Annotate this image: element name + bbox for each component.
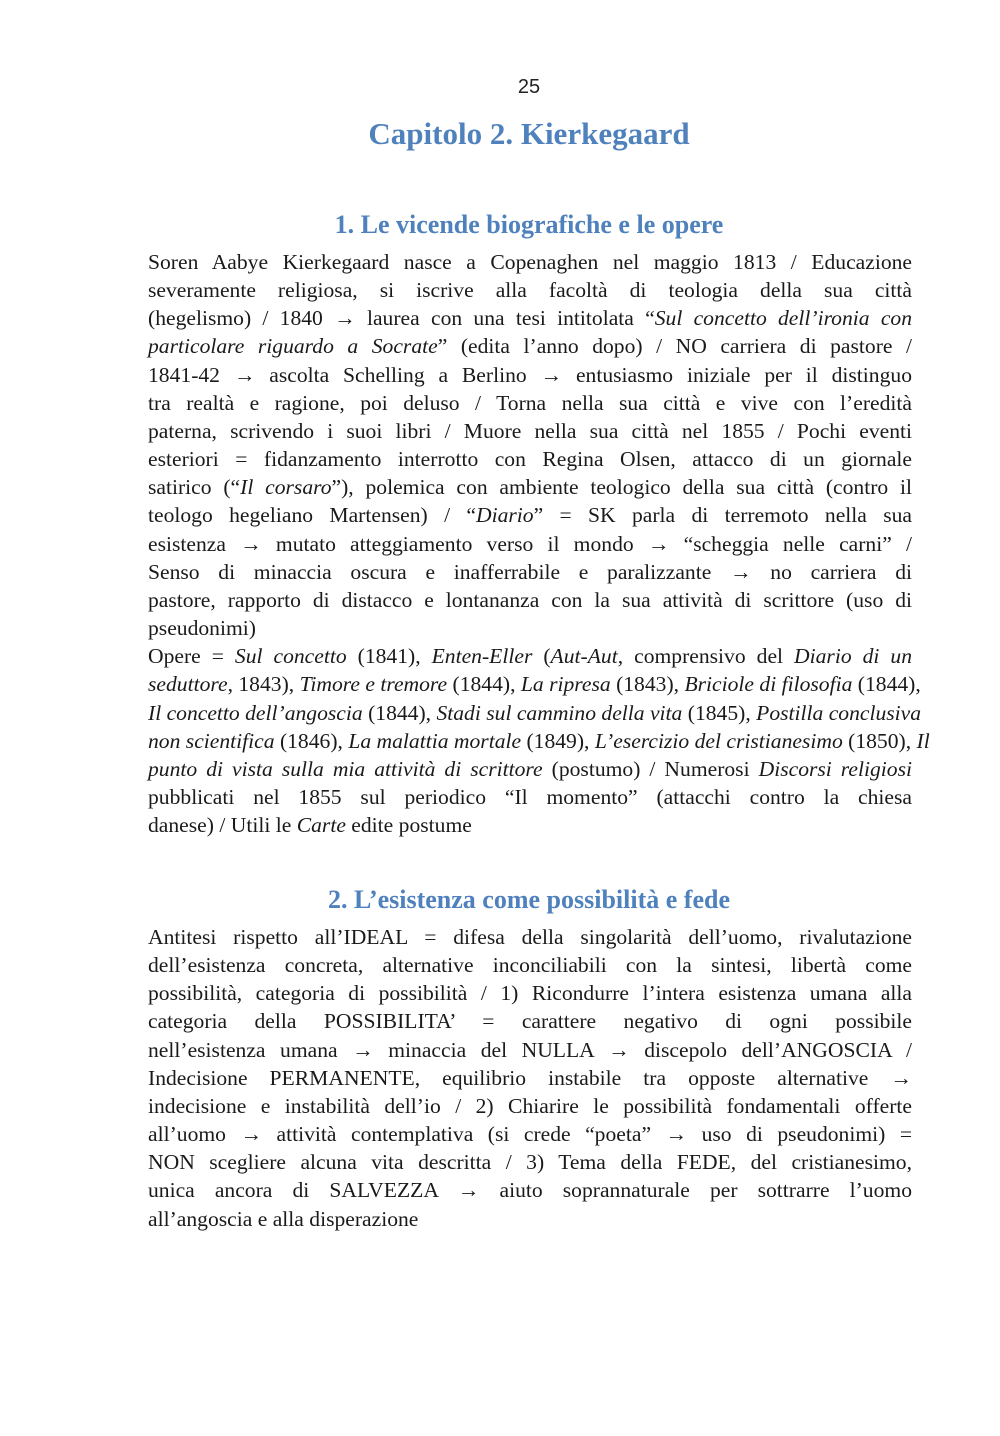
italic-text: Il concetto dell’angoscia [148, 700, 363, 725]
italic-text: particolare riguardo a Socrate [148, 334, 438, 359]
text-line [148, 332, 912, 360]
text-segment: danese) / Utili le [148, 813, 297, 838]
italic-text: Carte [296, 813, 346, 838]
text-segment: (1843), [610, 672, 685, 697]
text-segment: , comprensivo del [617, 644, 795, 669]
text-segment: (1844), [447, 672, 521, 697]
text-line [148, 923, 912, 951]
text-segment: tra realtà e ragione, poi deluso / Torna nella sua città e vive con l’eredità [148, 390, 912, 415]
text-segment: all’uomo → attività contemplativa (si crede “poeta” → uso di pseudonimi) = [148, 1122, 912, 1147]
text-line [148, 755, 912, 783]
italic-text: Diario [476, 503, 534, 528]
text-segment: pseudonimi) [148, 616, 256, 641]
text-segment: (1841), [346, 644, 432, 669]
text-segment: teologo hegeliano Martensen) / “ [148, 503, 476, 528]
italic-text: Diario di un [794, 644, 912, 669]
italic-text: La malattia mortale [348, 728, 522, 753]
text-line [148, 811, 912, 839]
italic-text: Il [916, 728, 930, 753]
text-line [148, 1205, 912, 1233]
text-line [148, 501, 912, 529]
text-segment: (1845), [682, 700, 757, 725]
text-segment: , 1843), [227, 672, 300, 697]
text-line [148, 670, 921, 698]
text-line [148, 473, 912, 501]
text-segment: unica ancora di SALVEZZA → aiuto soprannaturale per sottrarre l’uomo [148, 1178, 912, 1203]
italic-text: Il corsaro [240, 475, 332, 500]
text-line [148, 951, 912, 979]
text-segment: esteriori = fidanzamento interrotto con Regina Olsen, attacco di un giornale [148, 447, 912, 472]
text-line [148, 1176, 912, 1204]
italic-text: Discorsi religiosi [758, 756, 912, 781]
text-segment: Senso di minaccia oscura e inafferrabile e paralizzante → no carriera di [148, 559, 912, 584]
text-segment: indecisione e instabilità dell’io / 2) Chiarire le possibilità fondamentali offerte [148, 1093, 912, 1118]
text-segment: severamente religiosa, si iscrive alla facoltà di teologia della sua città [148, 278, 912, 303]
text-line [148, 361, 912, 389]
text-segment: edite postume [345, 813, 472, 838]
italic-text: Postilla conclusiva [756, 700, 922, 725]
text-segment: Soren Aabye Kierkegaard nasce a Copenaghen nel maggio 1813 / Educazione [148, 250, 912, 274]
italic-text: Sul concetto dell’ironia con [654, 306, 913, 331]
italic-text: punto di vista sulla mia attività di scrittore [148, 756, 543, 781]
italic-text: Timore e tremore [299, 672, 448, 697]
text-segment: ” = SK parla di terremoto nella sua [533, 503, 912, 528]
italic-text: Sul concetto [234, 644, 347, 669]
text-line [148, 1092, 912, 1120]
text-line [148, 1007, 912, 1035]
text-segment: paterna, scrivendo i suoi libri / Muore nella sua città nel 1855 / Pochi eventi [148, 418, 912, 443]
text-segment: (1849), [521, 728, 595, 753]
text-line [148, 1120, 912, 1148]
text-segment: (1844), [852, 672, 921, 697]
text-line [148, 727, 930, 755]
italic-text: Briciole di filosofia [684, 672, 853, 697]
text-segment: Opere = [148, 644, 235, 669]
text-segment: pastore, rapporto di distacco e lontananza con la sua attività di scrittore (uso di [148, 587, 912, 612]
text-line [148, 1148, 912, 1176]
text-segment: NON scegliere alcuna vita descritta / 3) Tema della FEDE, del cristianesimo, [148, 1150, 912, 1175]
text-line [148, 304, 912, 332]
text-line [148, 586, 912, 614]
text-segment: categoria della POSSIBILITA’ = carattere negativo di ogni possibile [148, 1009, 912, 1034]
text-segment: esistenza → mutato atteggiamento verso il mondo → “scheggia nelle carni” / [148, 531, 912, 556]
italic-text: L’esercizio del cristianesimo [594, 728, 843, 753]
text-segment: possibilità, categoria di possibilità / 1) Ricondurre l’intera esistenza umana alla [148, 981, 912, 1006]
text-line [148, 530, 912, 558]
text-line [148, 248, 912, 276]
text-segment: ”), polemica con ambiente teologico della sua città (contro il [331, 475, 912, 500]
text-segment: 1841-42 → ascolta Schelling a Berlino → entusiasmo iniziale per il distinguo [148, 362, 912, 387]
text-segment: (1846), [274, 728, 349, 753]
italic-text: Aut-Aut [550, 644, 618, 669]
section-title-existence: 2. L’esistenza come possibilità e fede [328, 885, 730, 914]
text-segment: ” (edita l’anno dopo) / NO carriera di pastore / [437, 334, 912, 359]
section-title-biography: 1. Le vicende biografiche e le opere [334, 210, 724, 239]
section-body-biography [148, 248, 930, 839]
text-segment: (hegelismo) / 1840 → laurea con una tesi intitolata “ [148, 306, 655, 331]
text-segment: (1844), [362, 700, 437, 725]
chapter-title: Capitolo 2. Kierkegaard [368, 116, 690, 151]
text-segment: (1850), [842, 728, 917, 753]
text-segment: satirico (“ [148, 475, 241, 500]
text-segment: (postumo) / Numerosi [542, 756, 759, 781]
text-line [148, 699, 922, 727]
text-line [148, 445, 912, 473]
text-line [148, 417, 912, 445]
text-segment: Indecisione PERMANENTE, equilibrio instabile tra opposte alternative → [148, 1065, 912, 1090]
text-segment: Antitesi rispetto all’IDEAL = difesa della singolarità dell’uomo, rivalutazione [148, 925, 912, 949]
text-segment: ( [532, 644, 551, 669]
section-body-existence [148, 923, 912, 1233]
text-line [148, 1036, 912, 1064]
italic-text: La ripresa [520, 672, 611, 697]
text-line [148, 1064, 912, 1092]
page-number: 25 [517, 76, 541, 98]
text-segment: all’angoscia e alla disperazione [148, 1206, 419, 1231]
italic-text: seduttore [148, 672, 228, 697]
text-segment: pubblicati nel 1855 sul periodico “Il momento” (attacchi contro la chiesa [148, 784, 912, 809]
italic-text: Enten-Eller [431, 644, 533, 669]
text-segment: nell’esistenza umana → minaccia del NULLA → discepolo dell’ANGOSCIA / [148, 1037, 912, 1062]
text-segment: dell’esistenza concreta, alternative inconciliabili con la sintesi, libertà come [148, 953, 912, 978]
text-line [148, 614, 912, 642]
text-line [148, 276, 912, 304]
text-line [148, 389, 912, 417]
text-line [148, 642, 912, 670]
text-line [148, 558, 912, 586]
italic-text: non scientifica [148, 728, 275, 753]
text-line [148, 979, 912, 1007]
text-line [148, 783, 912, 811]
italic-text: Stadi sul cammino della vita [436, 700, 683, 725]
